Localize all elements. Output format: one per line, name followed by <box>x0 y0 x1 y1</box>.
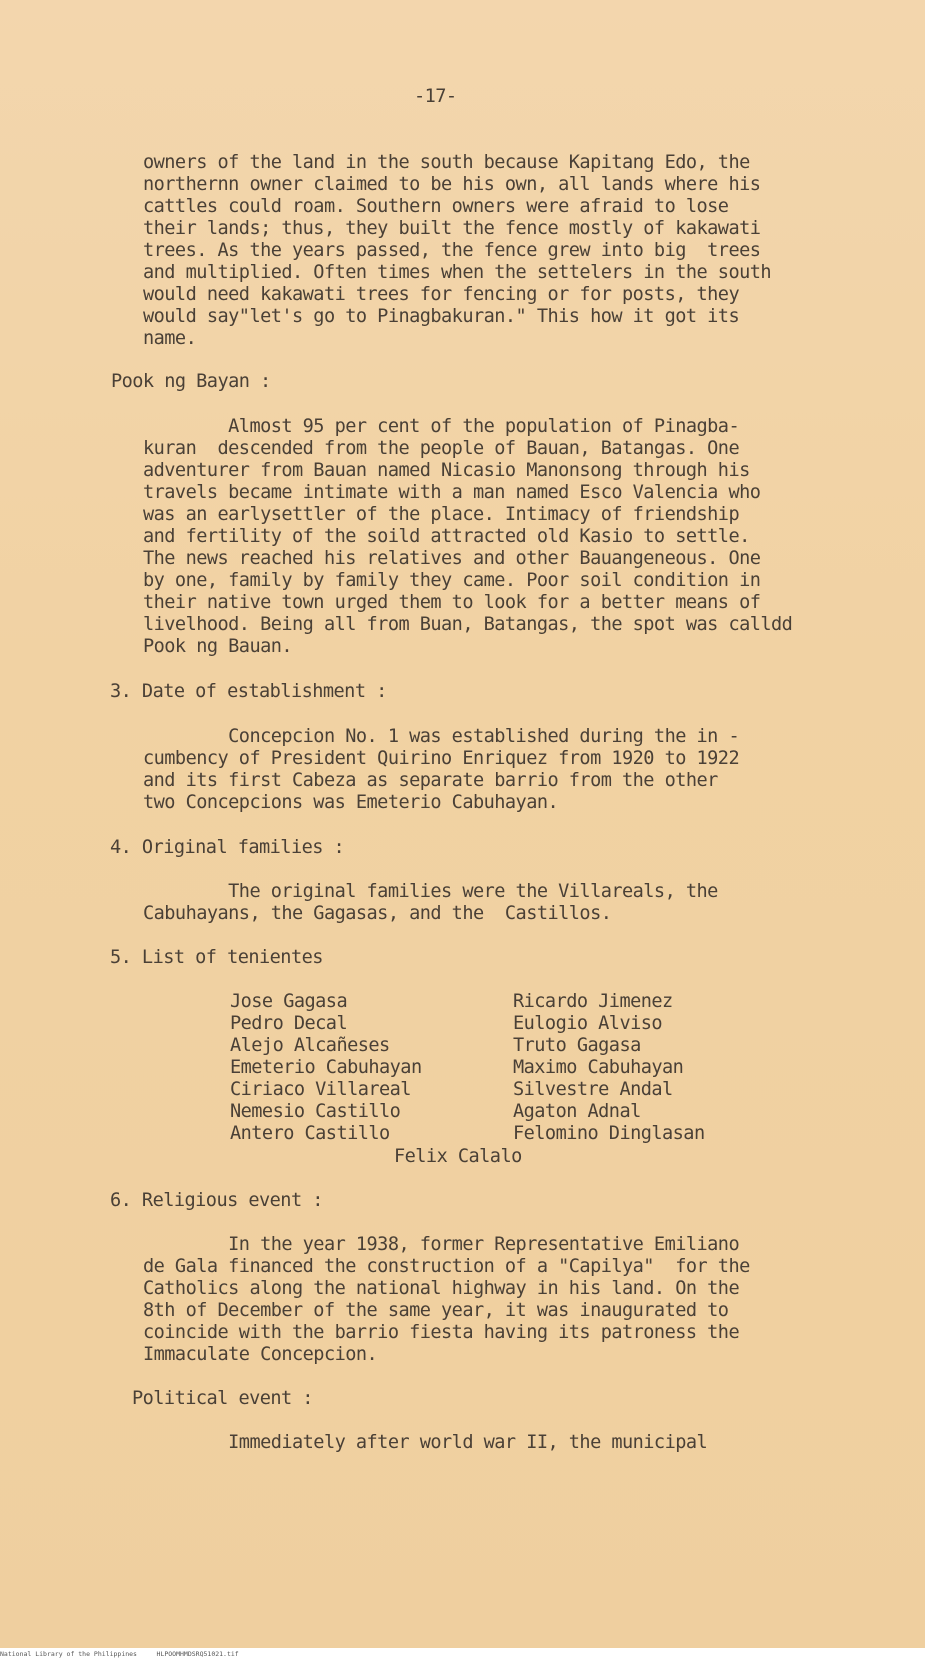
teniente-name: Nemesio Castillo <box>230 1101 401 1122</box>
page-number: -17- <box>414 86 457 107</box>
text-line: coincide with the barrio fiesta having its patroness the <box>143 1322 740 1343</box>
pook-paragraph <box>143 416 792 658</box>
teniente-name: Agaton Adnal <box>513 1101 641 1122</box>
teniente-name: Silvestre Andal <box>513 1079 673 1100</box>
text-line: would say"let's go to Pinagbakuran." This how it got its <box>143 306 740 327</box>
text-line: their native town urged them to look for a better means of <box>143 592 761 613</box>
teniente-name: Emeterio Cabuhayan <box>230 1057 422 1078</box>
teniente-name: Alejo Alcañeses <box>230 1035 390 1056</box>
text-line: and multiplied. Often times when the settelers in the south <box>143 262 772 283</box>
text-line: adventurer from Bauan named Nicasio Manonsong through his <box>143 460 750 481</box>
text-line: Immaculate Concepcion. <box>143 1344 378 1365</box>
text-line: owners of the land in the south because Kapitang Edo, the <box>143 152 750 173</box>
teniente-name: Antero Castillo <box>230 1123 390 1144</box>
text-line: travels became intimate with a man named Esco Valencia who <box>143 482 761 503</box>
text-line: In the year 1938, former Representative Emiliano <box>143 1234 740 1255</box>
teniente-name: Truto Gagasa <box>513 1035 641 1056</box>
text-line: their lands; thus, they built the fence mostly of kakawati <box>143 218 761 239</box>
teniente-name: Ricardo Jimenez <box>513 991 673 1012</box>
text-line: de Gala financed the construction of a "Capilya" for the <box>143 1256 750 1277</box>
text-line: was an earlysettler of the place. Intimacy of friendship <box>143 504 740 525</box>
section-4-heading: 4. Original families : <box>110 837 345 858</box>
teniente-name: Ciriaco Villareal <box>230 1079 411 1100</box>
text-line: Catholics along the national highway in his land. On the <box>143 1278 740 1299</box>
teniente-name: Felomino Dinglasan <box>513 1123 705 1144</box>
text-line: Pook ng Bauan. <box>143 636 293 657</box>
pook-heading: Pook ng Bayan : <box>111 371 271 392</box>
text-line: and fertility of the soild attracted old Kasio to settle. <box>143 526 750 547</box>
teniente-name: Jose Gagasa <box>230 991 348 1012</box>
text-line: two Concepcions was Emeterio Cabuhayan. <box>143 792 559 813</box>
text-line: The news reached his relatives and other Bauangeneous. One <box>143 548 761 569</box>
section-3-heading: 3. Date of establishment : <box>110 681 387 702</box>
section-6-heading: 6. Religious event : <box>110 1190 323 1211</box>
text-line: cattles could roam. Southern owners were afraid to lose <box>143 196 729 217</box>
teniente-name: Maximo Cabuhayan <box>513 1057 684 1078</box>
text-line: by one, family by family they came. Poor soil condition in <box>143 570 761 591</box>
text-line: northernn owner claimed to be his own, all lands where his <box>143 174 761 195</box>
section-5-heading: 5. List of tenientes <box>110 947 323 968</box>
text-line: cumbency of President Quirino Enriquez from 1920 to 1922 <box>143 748 740 769</box>
text-line: Concepcion No. 1 was established during the in - <box>143 726 740 747</box>
scan-footer: National Library of the Philippines HLPOOMHMDSRQ51021.tif <box>0 1650 239 1658</box>
text-line: Cabuhayans, the Gagasas, and the Castillos. <box>143 903 612 924</box>
text-line: would need kakawati trees for fencing or for posts, they <box>143 284 740 305</box>
section-4-paragraph <box>143 881 718 925</box>
text-line: name. <box>143 328 197 349</box>
political-paragraph <box>143 1432 707 1454</box>
text-line: livelhood. Being all from Buan, Batangas, the spot was calldd <box>143 614 793 635</box>
tenientes-left-column <box>230 991 422 1145</box>
text-line: and its first Cabeza as separate barrio from the other <box>143 770 718 791</box>
political-heading: Political event : <box>132 1388 313 1409</box>
intro-paragraph <box>143 152 771 350</box>
text-line: kuran descended from the people of Bauan, Batangas. One <box>143 438 740 459</box>
text-line: trees. As the years passed, the fence grew into big trees <box>143 240 761 261</box>
teniente-name: Pedro Decal <box>230 1013 348 1034</box>
text-line: 8th of December of the same year, it was inaugurated to <box>143 1300 729 1321</box>
section-6-paragraph <box>143 1234 750 1366</box>
text-line: Almost 95 per cent of the population of Pinagba- <box>143 416 740 437</box>
text-line: The original families were the Villareals, the <box>143 881 718 902</box>
text-line: Immediately after world war II, the municipal <box>143 1432 708 1453</box>
teniente-last-name: Felix Calalo <box>394 1146 522 1167</box>
tenientes-right-column <box>513 991 705 1145</box>
teniente-name: Eulogio Alviso <box>513 1013 663 1034</box>
section-3-paragraph <box>143 726 739 814</box>
